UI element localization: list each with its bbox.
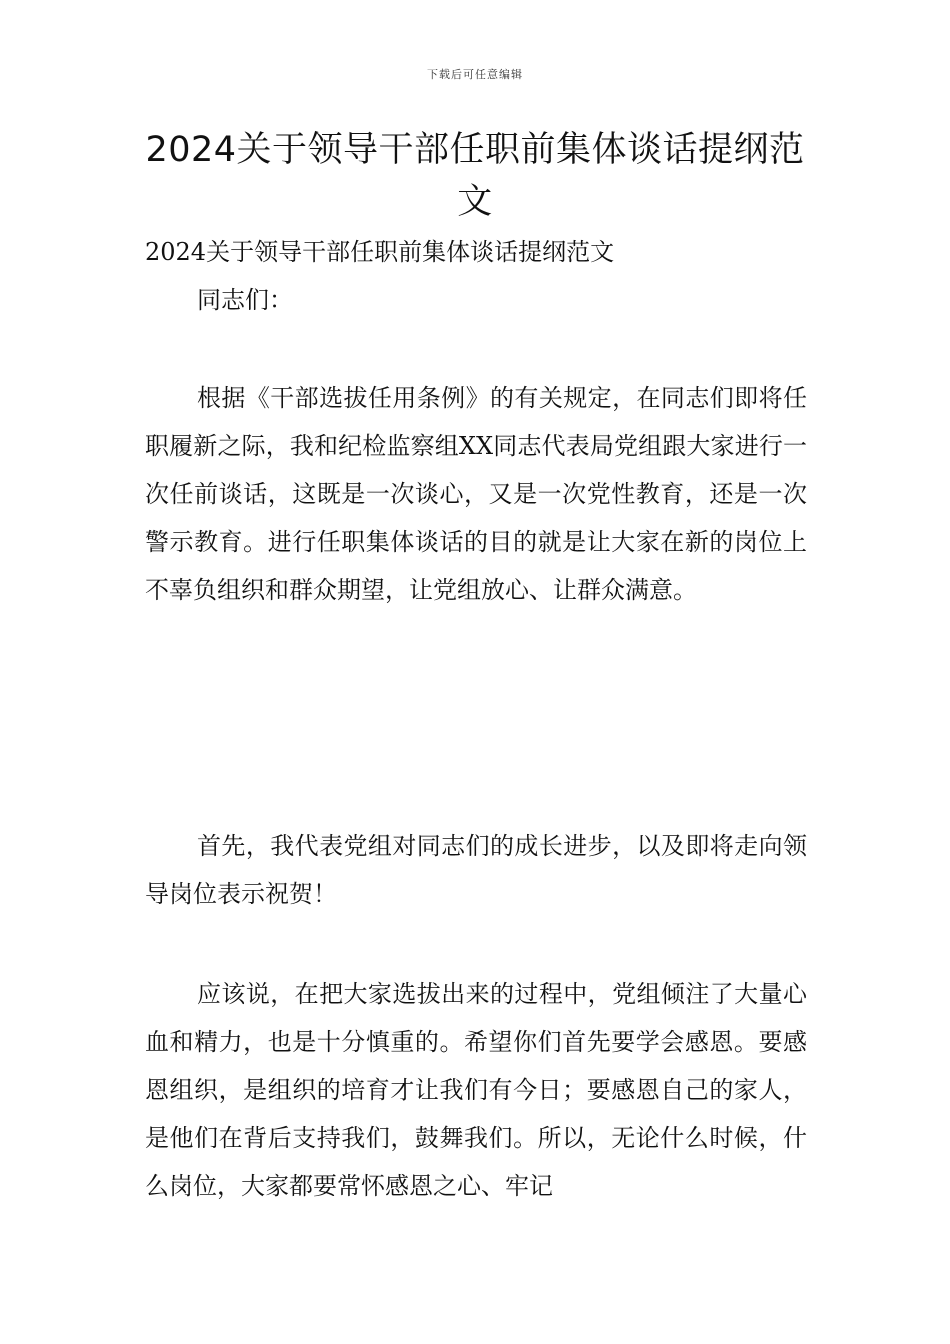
paragraph: 应该说，在把大家选拔出来的过程中，党组倾注了大量心血和精力，也是十分慎重的。希望你们首先要学会感恩。要感恩组织，是组织的培育才让我们有今日；要感恩自己的家人，是他们在背后支持我们，鼓舞我们。所以，无论什么时候，什么岗位，大家都要常怀感恩之心、牢记 xyxy=(145,980,807,1200)
header-note: 下载后可任意编辑 xyxy=(427,68,523,81)
greeting: 同志们： xyxy=(197,286,293,314)
document-subtitle: 2024关于领导干部任职前集体谈话提纲范文 xyxy=(145,238,615,266)
paragraph: 首先，我代表党组对同志们的成长进步，以及即将走向领导岗位表示祝贺！ xyxy=(145,832,807,908)
document-title: 2024关于领导干部任职前集体谈话提纲范文 xyxy=(145,130,805,222)
paragraph: 根据《干部选拔任用条例》的有关规定，在同志们即将任职履新之际，我和纪检监察组XX同志代表局党组跟大家进行一次任前谈话，这既是一次谈心，又是一次党性教育，还是一次警示教育。进行任职集体谈话的目的就是让大家在新的岗位上不辜负组织和群众期望，让党组放心、让群众满意。 xyxy=(145,384,807,604)
